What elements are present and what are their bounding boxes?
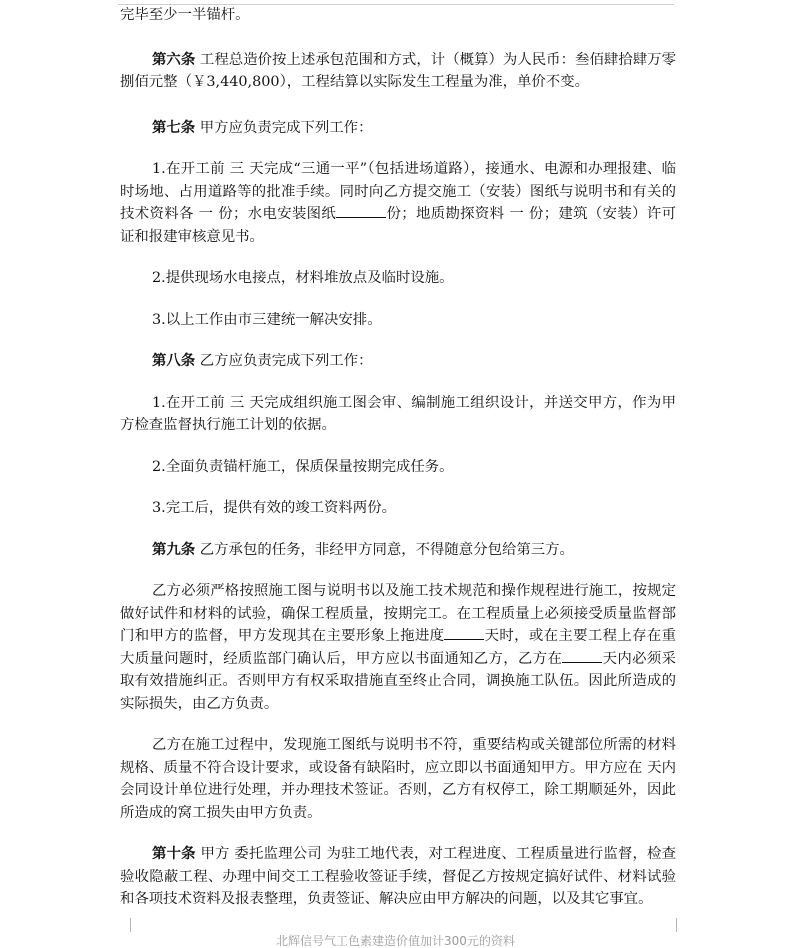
article-10-number: 第十条 <box>152 845 196 862</box>
article-9-paragraph-2-a: 乙方必须严格按照施工图与说明书以及施工技术规范和操作规程进行施工，按规定做好试件和材料的试验，确保工程质量，按期完工。在工程质量上必须接受质量监督部门和甲方的监督，甲方发现其在主要形象上拖进度 <box>120 583 676 644</box>
footer-text: 北辉信号气工色素建造价值加计300元的资料 <box>276 934 515 948</box>
article-8-item-3: 3.完工后，提供有效的竣工资料两份。 <box>152 500 396 516</box>
article-10 <box>120 843 676 911</box>
fill-in-blank <box>444 625 484 640</box>
article-8-item-1: 1.在开工前 三 天完成组织施工图会审、编制施工组织设计，并送交甲方，作为甲方检查监督执行施工计划的依据。 <box>120 394 676 433</box>
article-7-item-1 <box>120 158 676 248</box>
article-7-item-1-text-a: 1.在开工前 三 天完成“三通一平”（包括进场道路），接通水、电源和办理报建、临时场地、占用道路等的批准手续。同时向乙方提交施工（安装）图纸与说明书和有关的技术资料各 一 份；水电安装图纸 <box>120 161 676 222</box>
fill-in-blank <box>336 203 386 218</box>
article-9-paragraph-2 <box>120 580 676 715</box>
article-7-item-1-text-b: 份；地质勘探资料 一 份；建筑（安装）许可证和报建审核意见书。 <box>120 206 676 245</box>
article-7 <box>120 117 676 140</box>
page-corner-mark-right <box>676 918 691 932</box>
article-7-item-3: 3.以上工作由市三建统一解决安排。 <box>152 311 382 328</box>
document-body <box>120 4 676 911</box>
article-8-number: 第八条 <box>152 352 196 369</box>
article-8 <box>120 350 676 373</box>
page-corner-mark-left <box>116 918 131 932</box>
article-9-paragraph-2-b: 天时，或在主要工程上存在重大质量问题时，经质监部门确认后，甲方应以书面通知乙方，乙方在 <box>120 628 676 667</box>
article-9 <box>120 539 676 562</box>
fill-in-blank <box>562 648 602 663</box>
paragraph-continuation: 完毕至少一半锚杆。 <box>120 7 250 23</box>
article-6-number: 第六条 <box>152 50 196 68</box>
article-9-paragraph-2-c: 天内必须采取有效措施纠正。否则甲方有权采取措施直至终止合同，调换施工队伍。因此所造成的实际损失，由乙方负责。 <box>120 650 676 712</box>
article-7-item-2: 2.提供现场水电接点，材料堆放点及临时设施。 <box>152 270 454 286</box>
article-9-paragraph-3: 乙方在施工过程中，发现施工图纸与说明书不符，重要结构或关键部位所需的材料规格、质量不符合设计要求，或设备有缺陷时，应立即以书面通知甲方。甲方应在 天内会同设计单位进行处理，并办理技术签证。否则，乙方有权停工，除工期顺延外，因此所造成的窝工损失由甲方负责。 <box>120 737 676 821</box>
article-10-text: 甲方 委托监理公司 为驻工地代表，对工程进度、工程质量进行监督，检查验收隐蔽工程、办理中间交工工程验收签证手续，督促乙方按规定搞好试件、材料试验和各项技术资料及报表整理，负责签证、解决应由甲方解决的问题，以及其它事宜。 <box>120 846 677 907</box>
article-9-text: 乙方承包的任务，非经甲方同意，不得随意分包给第三方。 <box>199 541 574 558</box>
article-7-text: 甲方应负责完成下列工作： <box>199 119 373 136</box>
article-7-number: 第七条 <box>152 118 196 136</box>
article-8-item-2: 2.全面负责锚杆施工，保质保量按期完成任务。 <box>152 458 454 475</box>
article-8-text: 乙方应负责完成下列工作： <box>199 353 373 369</box>
article-6 <box>120 49 676 94</box>
article-9-number: 第九条 <box>152 540 196 558</box>
article-6-text: 工程总造价按上述承包范围和方式，计（概算）为人民币：叁佰肆拾肆万零捌佰元整（￥3,440,800），工程结算以实际发生工程量为准，单价不变。 <box>120 51 676 90</box>
